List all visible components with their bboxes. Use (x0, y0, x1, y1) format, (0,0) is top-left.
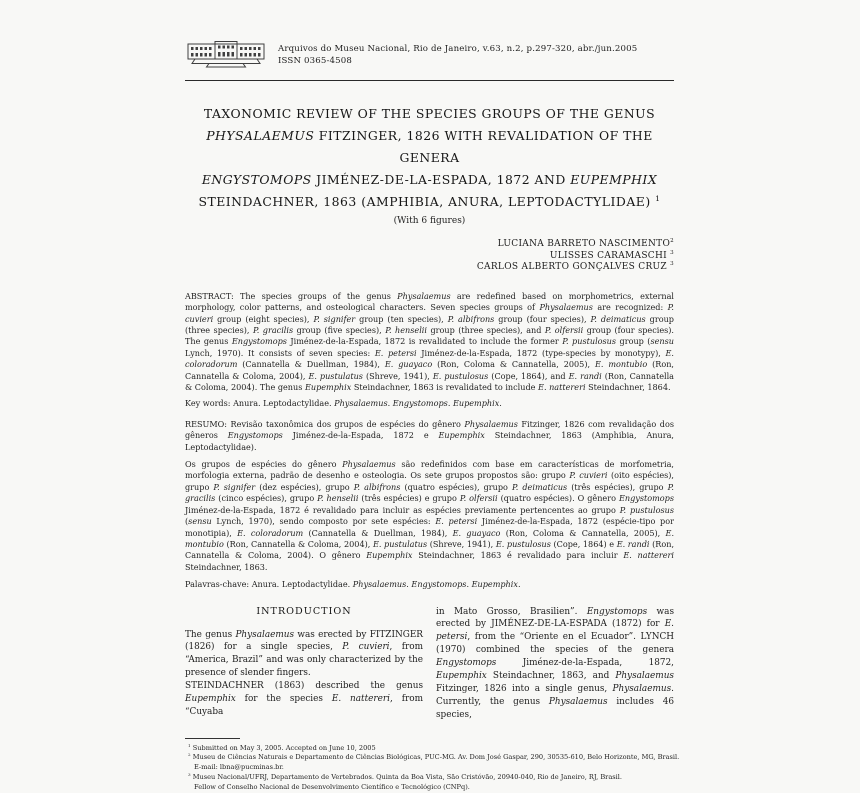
keywords-line: Key words: Anura. Leptodactylidae. Physalaemus. Engystomops. Eupemphix. (185, 398, 502, 409)
resumo-grupos-paragraph: Os grupos de espécies do gênero Physalaemus são redefinidos com base em características de morfometria, morfologia externa, padrão de desenho e osteologia. Os sete grupos propostos são: grupo P. cuvieri (oito espécies), grupo P. signifer (dez espécies), grupo P. albifrons (quatro espécies), grupo P. deimaticus (três espécies), grupo P. gracilis (cinco espécies), grupo P. henselii (três espécies) e grupo P. olfersii (quatro espécies). O gênero Engystomops Jiménez-de-la-Espada, 1872 é revalidado para incluir as espécies previamente pertencentes ao grupo P. pustulosus (sensu Lynch, 1970), sendo composto por sete espécies: E. petersi Jiménez-de-la-Espada, 1872 (espécie-tipo por monotipia), E. coloradorum (Cannatella & Duellman, 1984), E. guayaco (Ron, Coloma & Cannatella, 2005), E. montubio (Ron, Cannatella & Coloma, 2004), E. pustulatus (Shreve, 1941), E. pustulosus (Cope, 1864) e E. randi (Ron, Cannatella & Coloma, 2004). O gênero Eupemphix Steindachner, 1863 é revalidado para incluir E. nattereri Steindachner, 1863. (185, 459, 675, 572)
resumo-paragraph: RESUMO: Revisão taxonômica dos grupos de espécies do gênero Physalaemus Fitzinger, 1826 com revalidação dos gêneros Engystomops Jiménez-de-la-Espada, 1872 e Eupemphix Steindachner, 1863 (Amphibia, Anura, Leptodactylidae). (185, 418, 674, 452)
footnote-text: Museu Nacional/UFRJ, Departamento de Vertebrados. Quinta da Boa Vista, São Cristóvão, 20940-040, Rio de Janeiro, RJ, Brasil. (190, 773, 622, 782)
introduction-heading: INTRODUCTION (256, 605, 352, 617)
title-line: STEINDACHNER, 1863 (AMPHIBIA, ANURA, LEPTODACTYLIDAE) $^1$ (198, 193, 661, 209)
footnotes-block (185, 742, 680, 793)
footnote-marker: 1 (188, 742, 191, 748)
figures-note: (With 6 figures) (393, 216, 466, 226)
left-column (185, 606, 423, 722)
footnote-line (185, 783, 674, 793)
journal-citation (278, 36, 637, 67)
intro-paragraph: STEINDACHNER (1863) described the genus Eupemphix for the species E. nattereri, from “Cuyaba (185, 681, 423, 717)
footnote-text: Fellow of Conselho Nacional de Desenvolvimento Científico e Tecnológico (CNPq). (194, 782, 470, 791)
footnote-line (185, 744, 674, 754)
intro-paragraph: in Mato Grosso, Brasilien”. Engystomops was erected by JIMÉNEZ-DE-LA-ESPADA (1872) for E. petersi, from the “Oriente en el Ecuador”. LYNCH (1970) combined the species of the genera Engystomops Jiménez-de-la-Espada, 1872, Eupemphix Steindachner, 1863, and Physalaemus Fitzinger, 1826 into a single genus, Physalaemus. Currently, the genus Physalaemus includes 46 species, (436, 606, 675, 720)
title-line: TAXONOMIC REVIEW OF THE SPECIES GROUPS OF THE GENUS (203, 106, 656, 121)
journal-header (185, 36, 674, 75)
footnote-text: Museu de Ciências Naturais e Departamento de Ciências Biológicas, PUC-MG. Av. Dom José Gaspar, 290, 30535-610, Belo Horizonte, MG, Brasil. (190, 753, 680, 762)
footnote-text: E-mail: lbna@pucminas.br. (194, 763, 284, 772)
footnote-line (185, 752, 680, 763)
title-line: PHYSALAEMUS FITZINGER, 1826 WITH REVALIDATION OF THE GENERA (206, 128, 653, 165)
journal-line: Arquivos do Museu Nacional, Rio de Janeiro, v.63, n.2, p.297-320, abr./jun.2005 (278, 44, 638, 54)
author-name: CARLOS ALBERTO GONÇALVES CRUZ $^3$ (476, 261, 674, 273)
header-rule (185, 80, 674, 81)
footnote-marker: 2 (188, 752, 191, 758)
right-column (436, 606, 674, 722)
author-name: LUCIANA BARRETO NASCIMENTO$^2$ (497, 238, 674, 249)
abstract-paragraph: ABSTRACT: The species groups of the genus Physalaemus are redefined based on morphometrics, external morphology, color patterns, and osteological characters. Seven species groups of Physalaemus are recognized: P. cuvieri group (eight species), P. signifer group (ten species), P. albifrons group (four species), P. deimaticus group (three species), P. gracilis group (five species), P. henselii group (three species), and P. olfersii group (four species). The genus Engystomops Jiménez-de-la-Espada, 1872 is revalidated to include the former P. pustulosus group (sensu Lynch, 1970). It consists of seven species: E. petersi Jiménez-de-la-Espada, 1872 (type-species by monotypy), E. coloradorum (Cannatella & Duellman, 1984), E. guayaco (Ron, Coloma & Cannatella, 2005), E. montubio (Ron, Cannatella & Coloma, 2004), E. pustulatus (Shreve, 1941), E. pustulosus (Cope, 1864), and E. randi (Ron, Cannatella & Coloma, 2004). The genus Eupemphix Steindachner, 1863 is revalidated to include E. nattereri Steindachner, 1864. (185, 290, 675, 393)
paper-page (185, 0, 680, 793)
footnote-line (185, 763, 674, 773)
footnote-text: Submitted on May 3, 2005. Accepted on June 10, 2005 (190, 743, 376, 752)
footnote-line (185, 773, 674, 783)
footnote-rule (185, 738, 240, 739)
issn-line: ISSN 0365-4508 (278, 55, 353, 66)
museu-nacional-logo (185, 36, 267, 75)
author-name: ULISSES CARAMASCHI $^3$ (549, 249, 674, 261)
footnote-marker: 3 (188, 771, 191, 777)
author-list (185, 239, 674, 274)
intro-paragraph: The genus Physalaemus was erected by FITZINGER (1826) for a single species, P. cuvieri, from “America, Brazil” and was only characterized by the presence of slender fingers. (185, 629, 423, 679)
introduction-section (185, 606, 674, 722)
building-icon (185, 38, 267, 71)
title-line: ENGYSTOMOPS JIMÉNEZ-DE-LA-ESPADA, 1872 AND EUPEMPHIX (201, 172, 658, 187)
article-title (185, 103, 674, 213)
palavras-chave-line: Palavras-chave: Anura. Leptodactylidae. Physalaemus. Engystomops. Eupemphix. (185, 579, 521, 590)
